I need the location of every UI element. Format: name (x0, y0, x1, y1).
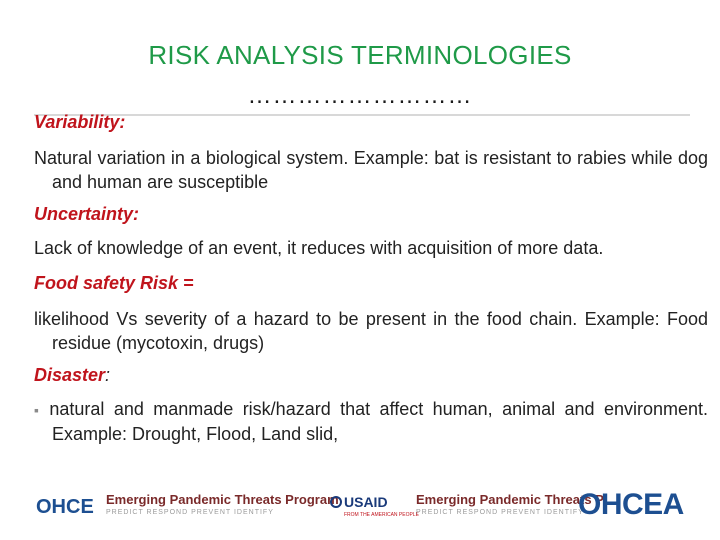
ohce-logo-left: OHCE (36, 496, 94, 518)
ept-left-title: Emerging Pandemic Threats Program (106, 492, 339, 507)
usaid-text: USAID (344, 494, 388, 510)
text-disaster-body: natural and manmade risk/hazard that affect human, animal and environment. Example: Drought, Flood, Land slid, (49, 399, 708, 444)
usaid-seal-icon (330, 496, 342, 508)
usaid-logo (330, 492, 419, 522)
ept-right-subtitle: PREDICT RESPOND PREVENT IDENTIFY (416, 509, 584, 516)
text-disaster (34, 397, 708, 446)
heading-disaster-colon: : (105, 365, 111, 385)
usaid-subtext: FROM THE AMERICAN PEOPLE (344, 512, 419, 518)
bullet-icon: ▪ (34, 402, 44, 418)
slide-title: RISK ANALYSIS TERMINOLOGIES (148, 40, 572, 70)
heading-disaster (34, 365, 110, 386)
footer-logos (30, 488, 710, 528)
text-food-safety-risk: likelihood Vs severity of a hazard to be present in the food chain. Example: Food residue (mycotoxin, drugs) (34, 309, 708, 353)
ept-left-subtitle: PREDICT RESPOND PREVENT IDENTIFY (106, 509, 274, 516)
heading-uncertainty: Uncertainty: (34, 204, 140, 224)
heading-variability: Variability: (34, 112, 126, 132)
ept-logo-right (416, 492, 604, 516)
ept-logo-left (106, 492, 339, 516)
heading-disaster-label: Disaster (34, 365, 106, 385)
ept-right-title: Emerging Pandemic Threats P (416, 492, 604, 507)
text-uncertainty: Lack of knowledge of an event, it reduces with acquisition of more data. (34, 238, 604, 258)
ohcea-logo-right: OHCEA (578, 488, 684, 521)
title-divider (34, 114, 690, 116)
title-dots: ……………………… (247, 82, 473, 109)
text-variability: Natural variation in a biological system. Example: bat is resistant to rabies while dog and human are susceptible (34, 148, 708, 192)
heading-food-safety-risk: Food safety Risk = (34, 273, 194, 293)
